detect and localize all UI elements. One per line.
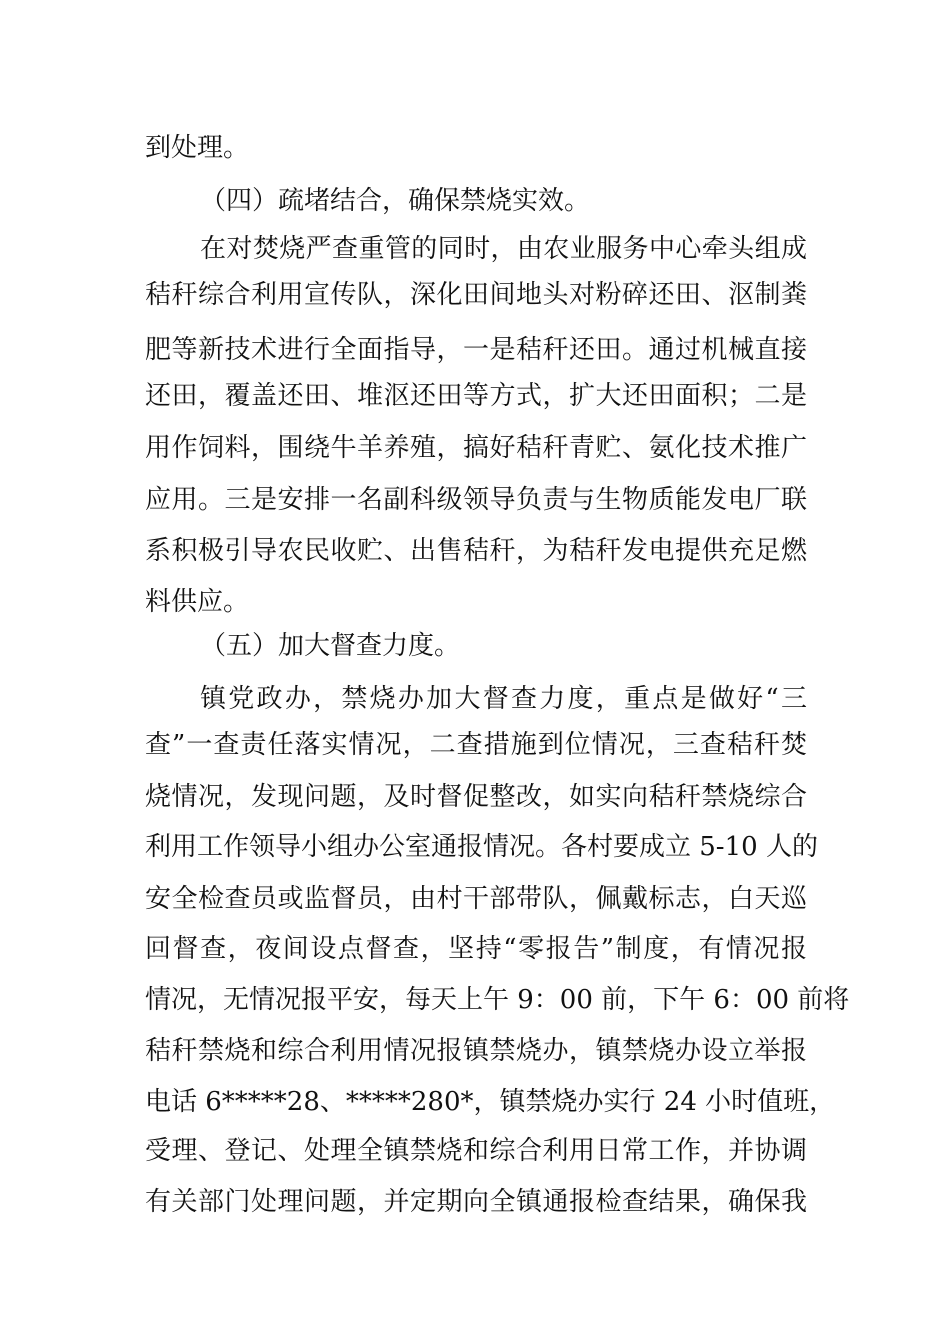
body-text-line: 受理、登记、处理全镇禁烧和综合利用日常工作，并协调 [145,1136,807,1166]
body-text-line: 秸秆禁烧和综合利用情况报镇禁烧办，镇禁烧办设立举报 [145,1036,807,1066]
paragraph-first-line: 在对焚烧严查重管的同时，由农业服务中心牵头组成 [200,234,807,264]
body-text-line: 系积极引导农民收贮、出售秸秆，为秸秆发电提供充足燃 [145,536,807,566]
body-text-line: 回督查，夜间设点督查，坚持“零报告”制度，有情况报 [145,934,807,964]
body-text-line: 利用工作领导小组办公室通报情况。各村要成立 5-10 人的 [145,832,818,862]
body-text-line: 电话 6*****28、*****280*，镇禁烧办实行 24 小时值班， [145,1087,836,1117]
body-text-line: 情况，无情况报平安，每天上午 9：00 前，下午 6：00 前将 [145,985,850,1015]
body-text-line: 到处理。 [145,133,250,163]
body-text-line: 还田，覆盖还田、堆沤还田等方式，扩大还田面积；二是 [145,381,807,411]
section-heading-4: （四）疏堵结合，确保禁烧实效。 [200,186,591,216]
body-text-line: 肥等新技术进行全面指导，一是秸秆还田。通过机械直接 [145,335,807,365]
body-text-line: 应用。三是安排一名副科级领导负责与生物质能发电厂联 [145,485,807,515]
body-text-line: 料供应。 [145,587,250,617]
body-text-line: 秸秆综合利用宣传队，深化田间地头对粉碎还田、沤制粪 [145,280,807,310]
paragraph-first-line: 镇党政办，禁烧办加大督查力度，重点是做好“三 [200,684,807,714]
body-text-line: 有关部门处理问题，并定期向全镇通报检查结果，确保我 [145,1187,807,1217]
body-text-line: 安全检查员或监督员，由村干部带队，佩戴标志，白天巡 [145,884,807,914]
body-text-line: 烧情况，发现问题，及时督促整改，如实向秸秆禁烧综合 [145,782,807,812]
body-text-line: 用作饲料，围绕牛羊养殖，搞好秸秆青贮、氨化技术推广 [145,433,807,463]
body-text-line: 查”一查责任落实情况，二查措施到位情况，三查秸秆焚 [145,730,807,760]
section-heading-5: （五）加大督查力度。 [200,631,461,661]
